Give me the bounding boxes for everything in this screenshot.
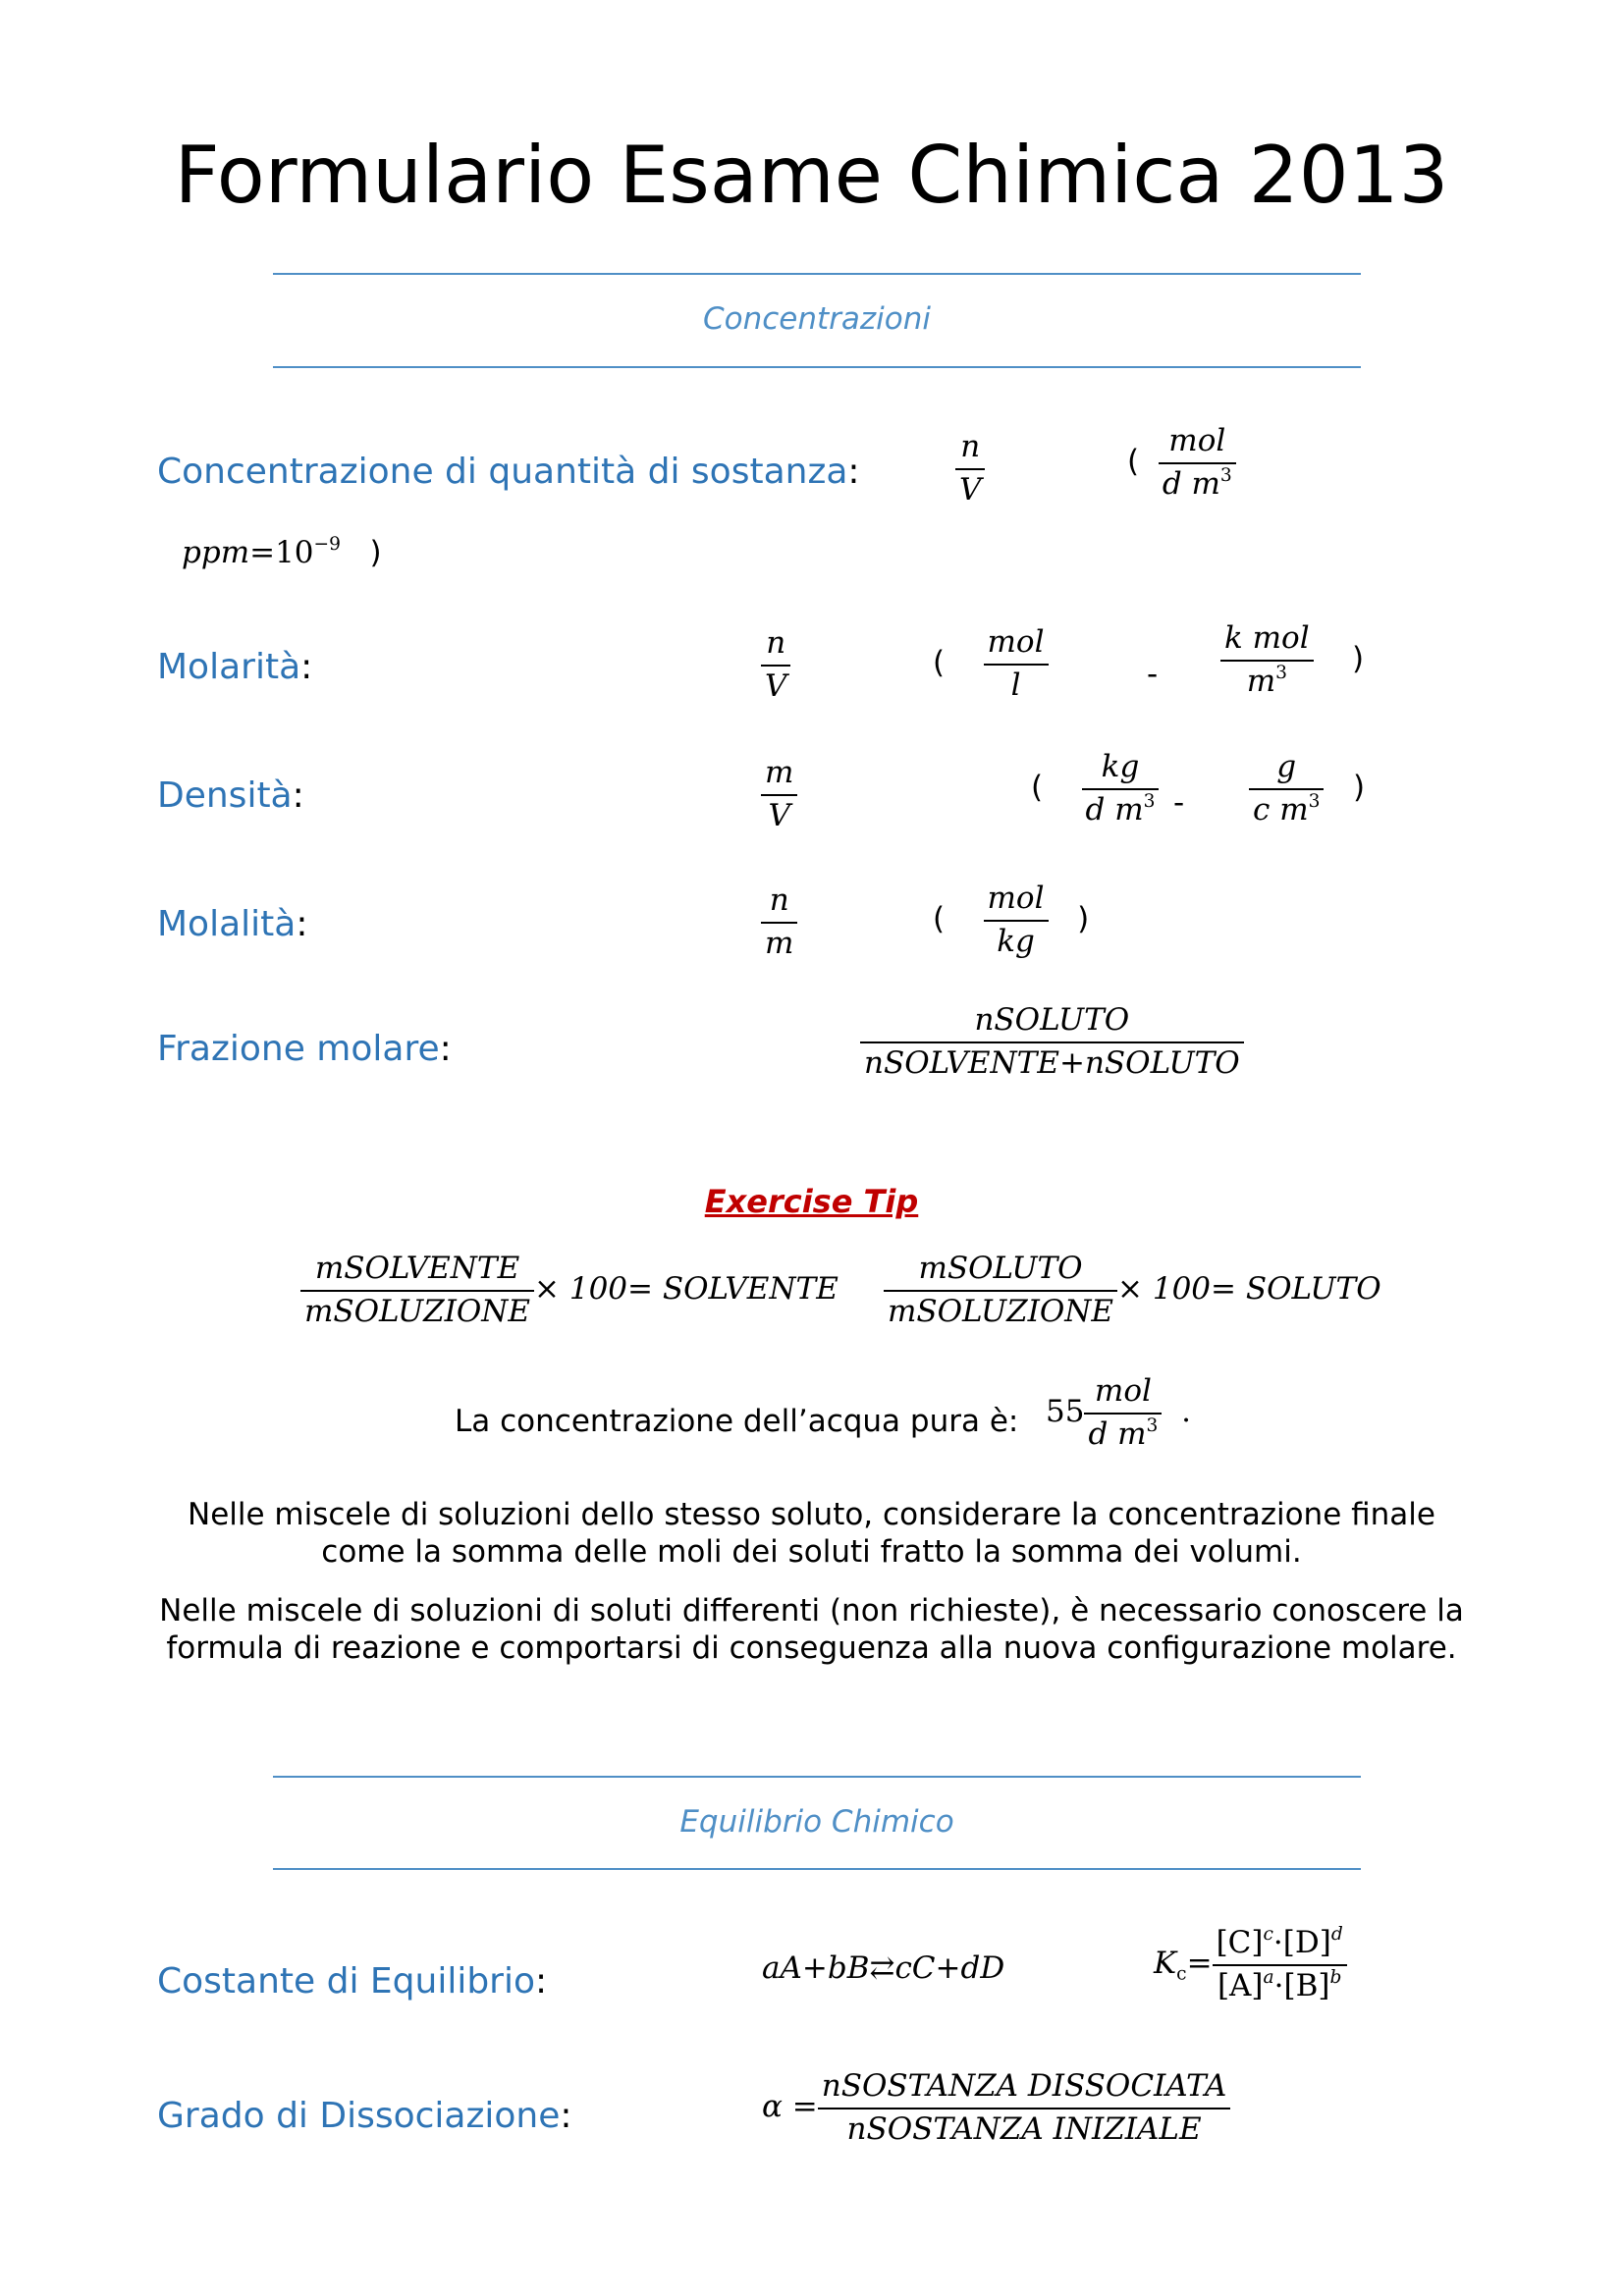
paragraph-different-solutes: Nelle miscele di soluzioni di soluti differenti (non richieste), è necessario conoscere la formula di reazione e comportarsi di conseguenza alla nuova configurazione molare. (159, 1593, 1464, 1666)
label-molarita: Molarità: (157, 647, 313, 687)
unit-densita: ( $\frac{kg}{d m^3}$ (1031, 750, 1159, 828)
paragraph-same-solute: Nelle miscele di soluzioni dello stesso soluto, considerare la concentrazione finale come la somma delle moli dei soluti fratto la somma dei volumi. (188, 1497, 1435, 1570)
formula-kc: $K_c=$ $\frac{[C]^c\cdot[D]^d}{[A]^a\cdot[B]^b}$ (1154, 1926, 1347, 2003)
formula-concentrazione: $\frac{n}{V}$ (955, 430, 985, 507)
formula-molarita: $\frac{n}{V}$ (761, 626, 790, 704)
water-concentration-text: La concentrazione dell’acqua pura è: (455, 1404, 1019, 1439)
page-title: Formulario Esame Chimica 2013 (174, 130, 1449, 221)
label-costante: Costante di Equilibrio: (157, 1961, 548, 2002)
unit-molalita: ( $\frac{\text{mol}}{kg}$ ) (933, 881, 1090, 959)
formula-molalita: $\frac{n}{m}$ (761, 883, 797, 961)
formula-ppm: $ppm=10^{-9}$ ) (182, 533, 382, 570)
formula-grado: α = $\frac{\text{nSOSTANZA DISSOCIATA}}{\text{nSOSTANZA INIZIALE}}$ (762, 2069, 1230, 2147)
formula-tip-soluto: $\frac{\text{mSOLUTO}}{\text{mSOLUZIONE}}$ × 100= SOLUTO (884, 1252, 1381, 1329)
unit-concentrazione: ( $\frac{\text{mol}}{d m^3}$ (1127, 424, 1236, 502)
unit-dash: - (1147, 657, 1159, 692)
label-molalita: Molalità: (157, 904, 308, 944)
exercise-tip-heading: Exercise Tip (704, 1183, 919, 1220)
section-heading-equilibrio: Equilibrio Chimico (679, 1804, 954, 1840)
formula-reaction: aA+bB⇄cC+dD (762, 1950, 1005, 1986)
label-grado: Grado di Dissociazione: (157, 2096, 572, 2136)
unit-molarita-alt: $\frac{\text{k mol}}{m^3}$ ) (1220, 621, 1364, 699)
section-rule-bottom (273, 366, 1361, 368)
unit-dash: - (1173, 785, 1185, 821)
formula-densita: $\frac{m}{V}$ (761, 756, 797, 833)
formula-water: 55 $\frac{\text{mol}}{d m^3}$ . (1046, 1373, 1191, 1452)
formula-frazione: $\frac{\text{nSOLUTO}}{\text{nSOLVENTE+nSOLUTO}}$ (860, 1003, 1244, 1081)
section-heading-concentrazioni: Concentrazioni (702, 301, 932, 337)
formula-tip-solvente: $\frac{\text{mSOLVENTE}}{\text{mSOLUZIONE}}$ × 100= SOLVENTE (300, 1252, 839, 1329)
unit-densita-alt: $\frac{g}{c m^3}$ ) (1249, 750, 1365, 828)
section-rule-bottom (273, 1868, 1361, 1870)
section-rule-top (273, 273, 1361, 275)
label-densita: Densità: (157, 775, 304, 816)
label-frazione: Frazione molare: (157, 1029, 452, 1069)
label-concentrazione: Concentrazione di quantità di sostanza: (157, 452, 860, 492)
section-rule-top (273, 1776, 1361, 1778)
unit-molarita: ( $\frac{\text{mol}}{l}$ (933, 625, 1049, 703)
